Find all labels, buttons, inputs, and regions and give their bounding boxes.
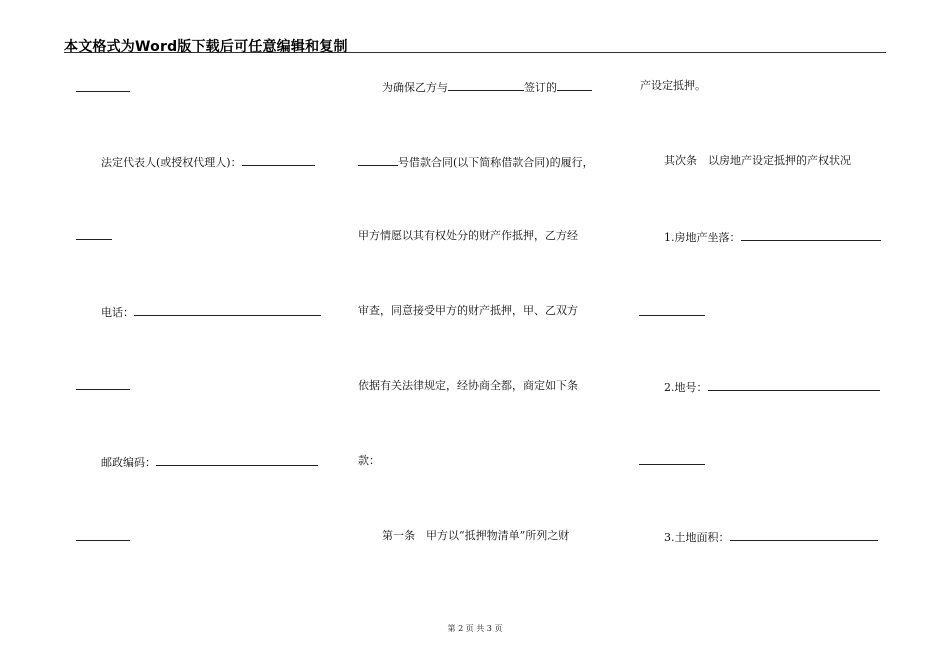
col2-text: 为确保乙方与 [382,81,448,94]
phone-label: 电话： [101,306,134,319]
legal-rep-field [101,154,315,170]
legal-rep-blank [242,154,315,166]
page-header-title: 本文格式为Word版下载后可任意编辑和复制 [64,39,348,55]
col2-line-3: 甲方情愿以其有权处分的财产作抵押，乙方经 [358,229,578,242]
col2-line-2 [358,154,594,170]
col3-line-2: 其次条 以房地产设定抵押的产权状况 [664,154,851,167]
header-rule [64,52,886,53]
postcode-blank [156,454,318,466]
location-label: 1.房地产坐落： [664,231,741,244]
party-blank [448,79,524,91]
col2-line-7: 第一条 甲方以“抵押物清单”所列之财 [382,529,570,542]
lot-label: 2.地号： [664,381,708,394]
location-field [664,229,881,245]
area-blank [730,529,878,541]
area-field [664,529,878,545]
blank-line [76,540,130,541]
lot-blank [708,379,880,391]
blank-line [639,315,705,316]
phone-field [101,304,321,320]
col2-line-6: 款： [358,454,380,467]
legal-rep-label: 法定代表人(或授权代理人)： [101,156,242,169]
page-number: 第 2 页 共 3 页 [447,624,503,633]
col3-line-1: 产设定抵押。 [640,79,706,92]
blank-line [76,91,130,92]
blank-line [639,464,705,465]
postcode-label: 邮政编码： [101,456,156,469]
area-label: 3.土地面积： [664,531,730,544]
postcode-field [101,454,318,470]
col2-line-1 [382,79,592,95]
phone-blank [134,304,321,316]
col2-line-5: 依据有关法律规定，经协商全都，商定如下条 [358,379,578,392]
lot-field [664,379,880,395]
blank-line [76,239,112,240]
contract-no-blank [358,154,398,166]
blank-line [76,389,130,390]
col2-text: 号借款合同(以下简称借款合同)的履行， [398,156,594,169]
col2-text: 签订的 [524,81,557,94]
location-blank [741,229,881,241]
col2-line-4: 审查，同意接受甲方的财产抵押，甲、乙双方 [358,304,578,317]
date-blank [557,79,592,91]
